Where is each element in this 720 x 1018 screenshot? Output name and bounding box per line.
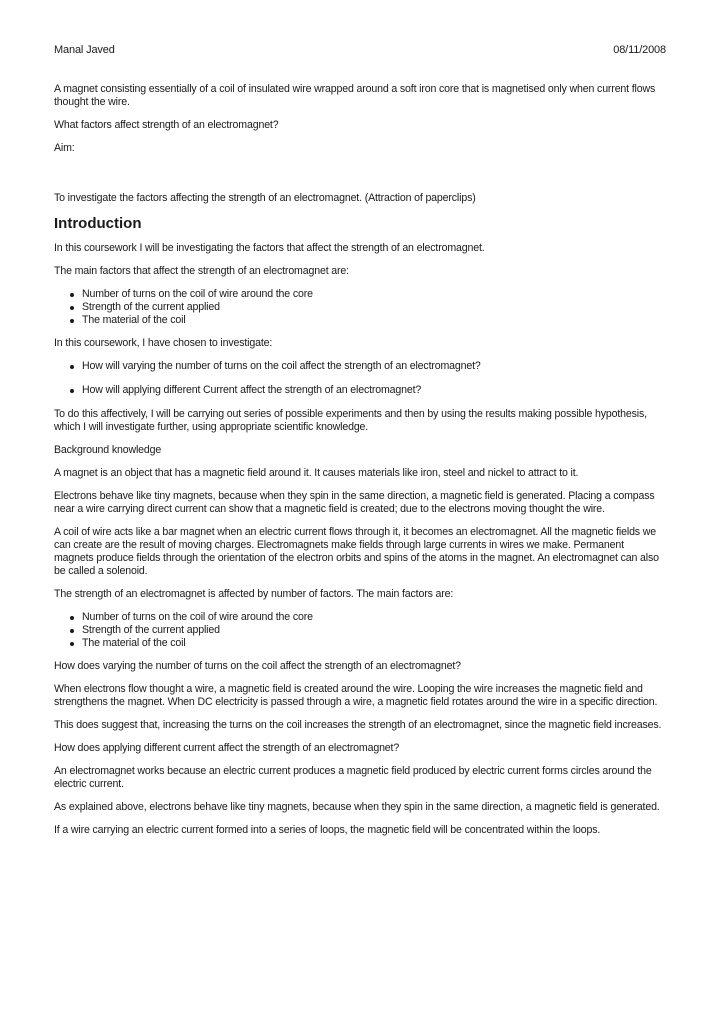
list-item: The material of the coil: [82, 637, 666, 650]
list-item: How will applying different Current affect the strength of an electromagnet?: [82, 384, 666, 397]
document-date: 08/11/2008: [613, 44, 666, 56]
intro-paragraph-1: In this coursework I will be investigating the factors that affect the strength of an electromagnet.: [54, 242, 485, 254]
list-item: Strength of the current applied: [82, 301, 666, 314]
background-paragraph-2: Electrons behave like tiny magnets, because when they spin in the same direction, a magnetic field is generated. Placing a compass near a wire carrying direct current can show that a magnetic field is created; due to the electrons moving thought the wire.: [54, 490, 655, 515]
list-item: The material of the coil: [82, 314, 666, 327]
background-paragraph-9: If a wire carrying an electric current formed into a series of loops, the magnetic field will be concentrated within the loops.: [54, 824, 601, 836]
background-paragraph-3: A coil of wire acts like a bar magnet when an electric current flows through it, it becomes an electromagnet. All the magnetic fields we can create are the result of moving charges. Electromagnets make fields through large currents in wires we make. Permanent magnets produce fields through the orientation of the electron orbits and spins of the atoms in the magnet. An electromagnet can also be called a solenoid.: [54, 526, 659, 577]
intro-paragraph-2: The main factors that affect the strength of an electromagnet are:: [54, 265, 349, 277]
question-paragraph: What factors affect strength of an electromagnet?: [54, 119, 279, 131]
list-item: Strength of the current applied: [82, 624, 666, 637]
intro-paragraph-3: In this coursework, I have chosen to investigate:: [54, 337, 273, 349]
background-paragraph-7: An electromagnet works because an electric current produces a magnetic field produced by electric current forms circles around the electric current.: [54, 765, 652, 790]
investigate-list: [54, 360, 666, 397]
background-factors-list: [54, 611, 666, 650]
aim-text: To investigate the factors affecting the strength of an electromagnet. (Attraction of paperclips): [54, 192, 476, 204]
list-item: How will varying the number of turns on the coil affect the strength of an electromagnet?: [82, 360, 666, 373]
list-item: Number of turns on the coil of wire around the core: [82, 288, 666, 301]
list-item: Number of turns on the coil of wire around the core: [82, 611, 666, 624]
background-paragraph-8: As explained above, electrons behave like tiny magnets, because when they spin in the same direction, a magnetic field is generated.: [54, 801, 660, 813]
page-header: [54, 44, 666, 57]
background-paragraph-6: This does suggest that, increasing the turns on the coil increases the strength of an electromagnet, since the magnetic field increases.: [54, 719, 662, 731]
introduction-heading: Introduction: [54, 215, 142, 232]
background-paragraph-5: When electrons flow thought a wire, a magnetic field is created around the wire. Looping the wire increases the magnetic field and strengthens the magnet. When DC electricity is passed through a wire, a magnetic field rotates around the wire in a specific direction.: [54, 683, 658, 708]
background-label: Background knowledge: [54, 444, 162, 456]
intro-paragraph-4: To do this affectively, I will be carrying out series of possible experiments and then by using the results making possible hypothesis, which I will investigate further, using appropriate scientific knowledge.: [54, 408, 647, 433]
aim-label: Aim:: [54, 142, 75, 154]
background-paragraph-4: The strength of an electromagnet is affected by number of factors. The main factors are:: [54, 588, 454, 600]
intro-factors-list: [54, 288, 666, 327]
background-paragraph-1: A magnet is an object that has a magnetic field around it. It causes materials like iron, steel and nickel to attract to it.: [54, 467, 579, 479]
author-name: Manal Javed: [54, 44, 115, 56]
turns-question: How does varying the number of turns on the coil affect the strength of an electromagnet?: [54, 660, 461, 672]
current-question: How does applying different current affect the strength of an electromagnet?: [54, 742, 400, 754]
definition-paragraph: A magnet consisting essentially of a coil of insulated wire wrapped around a soft iron core that is magnetised only when current flows thought the wire.: [54, 83, 656, 108]
